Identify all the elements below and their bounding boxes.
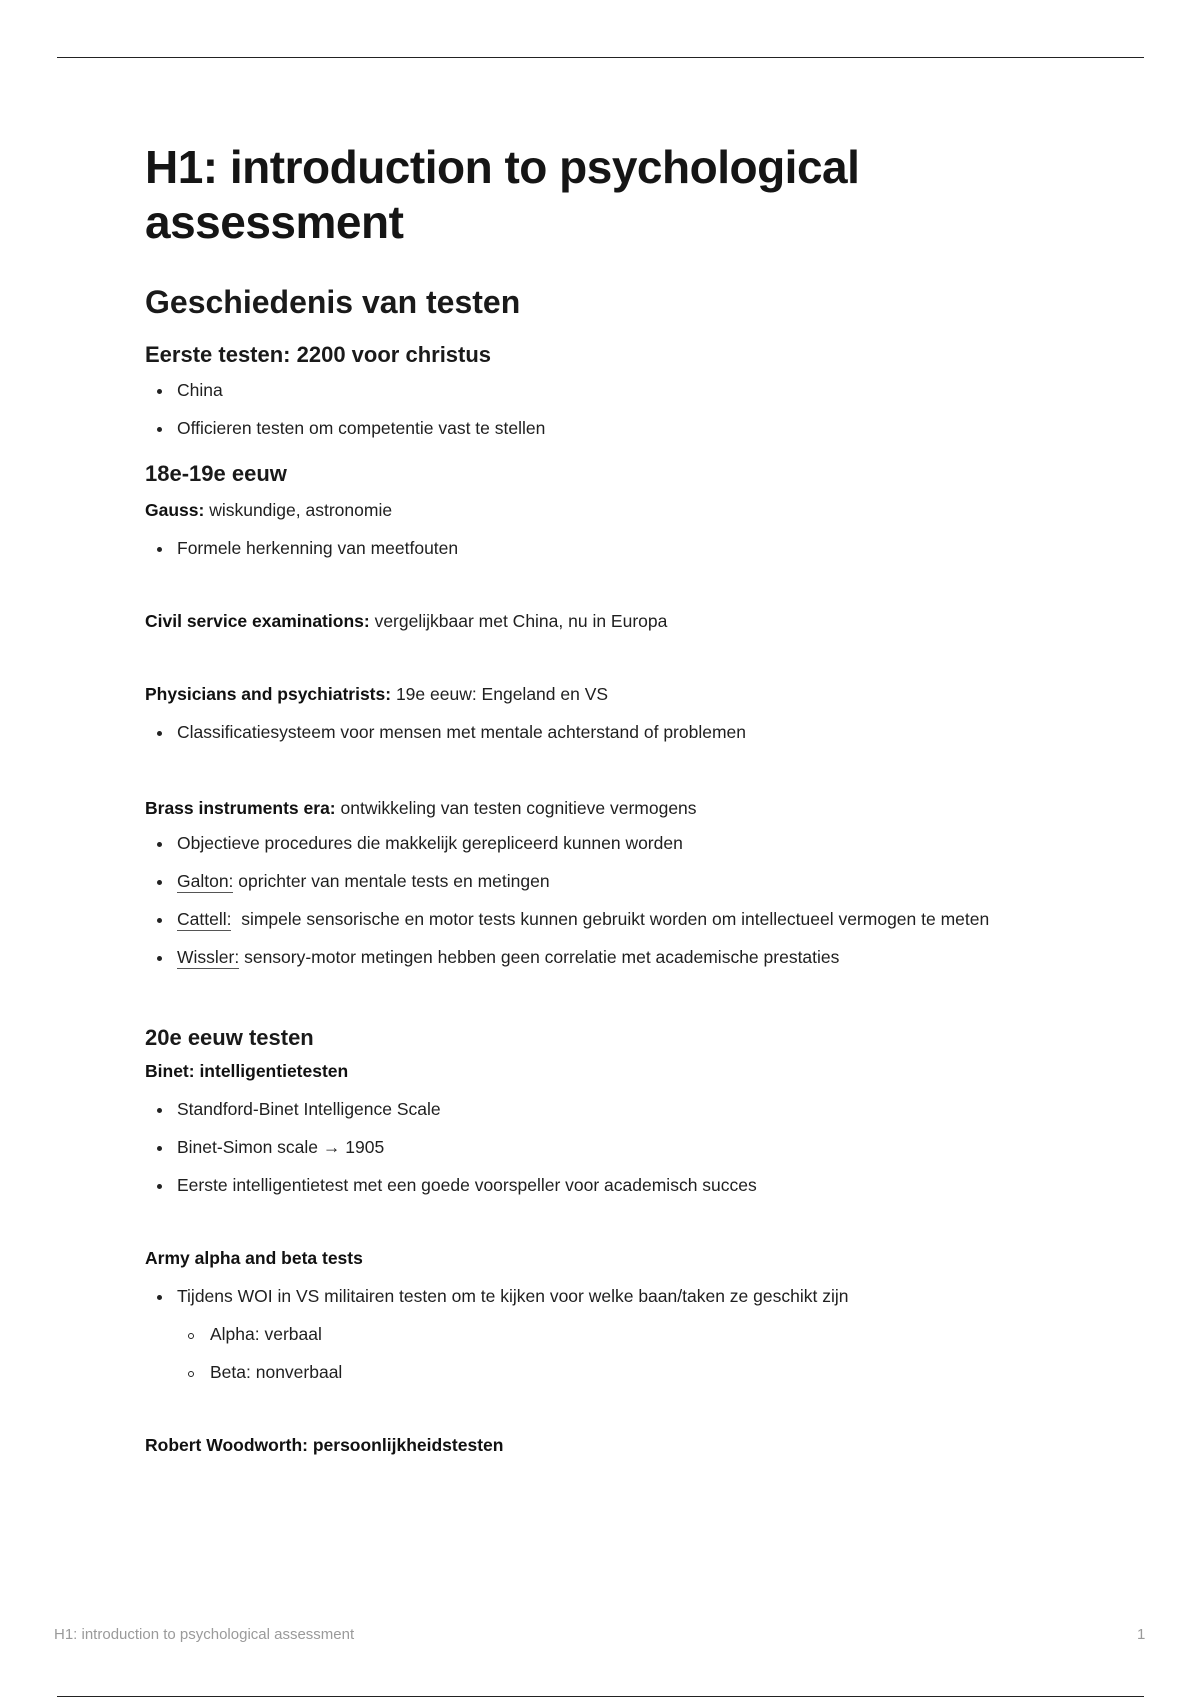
woodworth-label: Robert Woodworth: persoonlijkheidstesten [145,1435,504,1455]
army-tests-list [145,1283,1045,1385]
subheading-first-tests: Eerste testen: 2200 voor christus [145,342,492,367]
gauss-text: wiskundige, astronomie [204,500,393,520]
gauss-label: Gauss: [145,500,205,520]
army-tests-paragraph [145,1245,1045,1271]
list-item [145,944,1045,970]
list-item [145,868,1045,894]
first-tests-list [145,377,1045,441]
list-item: Objectieve procedures die makkelijk gerepliceerd kunnen worden [145,830,1045,856]
physicians-label: Physicians and psychiatrists: [145,684,392,704]
sub-list-item: Alpha: verbaal [145,1321,1045,1347]
brass-era-label: Brass instruments era: [145,798,336,818]
brass-era-text: ontwikkeling van testen cognitieve vermogens [335,798,697,818]
list-item: Officieren testen om competentie vast te stellen [145,415,1045,441]
list-item: China [145,377,1045,403]
civil-service-text: vergelijkbaar met China, nu in Europa [369,611,668,631]
galton-text: oprichter van mentale tests en metingen [233,871,550,891]
brass-era-list [145,830,1045,970]
wissler-text: sensory-motor metingen hebben geen correlatie met academische prestaties [239,947,840,967]
document-body [145,140,1045,1458]
list-item: Tijdens WOI in VS militairen testen om te kijken voor welke baan/taken ze geschikt zijn [145,1283,1045,1309]
brass-era-paragraph [145,795,1045,821]
list-item [145,906,1045,932]
wissler-name: Wissler: [177,947,240,967]
bottom-rule [57,1696,1144,1697]
subheading-20th-century: 20e eeuw testen [145,1025,314,1050]
gauss-list [145,535,1045,561]
list-item: Classificatiesysteem voor mensen met mentale achterstand of problemen [145,719,1045,745]
galton-name: Galton: [177,871,234,891]
civil-service-label: Civil service examinations: [145,611,370,631]
cattell-name: Cattell: [177,909,232,929]
footer-title: H1: introduction to psychological assessment [54,1626,355,1643]
binet-paragraph [145,1058,1045,1084]
woodworth-paragraph [145,1432,1045,1458]
binet-label: Binet: intelligentietesten [145,1061,349,1081]
page-number: 1 [1137,1626,1146,1643]
physicians-text: 19e eeuw: Engeland en VS [391,684,609,704]
top-rule [57,57,1144,58]
physicians-list [145,719,1045,745]
page-title: H1: introduction to psychological assessment [145,141,860,248]
list-item: Formele herkenning van meetfouten [145,535,1045,561]
subheading-18-19-century: 18e-19e eeuw [145,461,287,486]
cattell-text: simpele sensorische en motor tests kunnen gebruikt worden om intellectueel vermogen te meten [231,909,990,929]
list-item: Eerste intelligentietest met een goede voorspeller voor academisch succes [145,1172,1045,1198]
physicians-paragraph [145,681,1045,707]
army-tests-label: Army alpha and beta tests [145,1248,363,1268]
section-heading: Geschiedenis van testen [145,284,521,320]
gauss-paragraph [145,497,1045,523]
list-item: Binet-Simon scale → 1905 [145,1134,1045,1160]
sub-list-item: Beta: nonverbaal [145,1359,1045,1385]
binet-list [145,1096,1045,1198]
list-item: Standford-Binet Intelligence Scale [145,1096,1045,1122]
civil-service-paragraph [145,608,1045,634]
